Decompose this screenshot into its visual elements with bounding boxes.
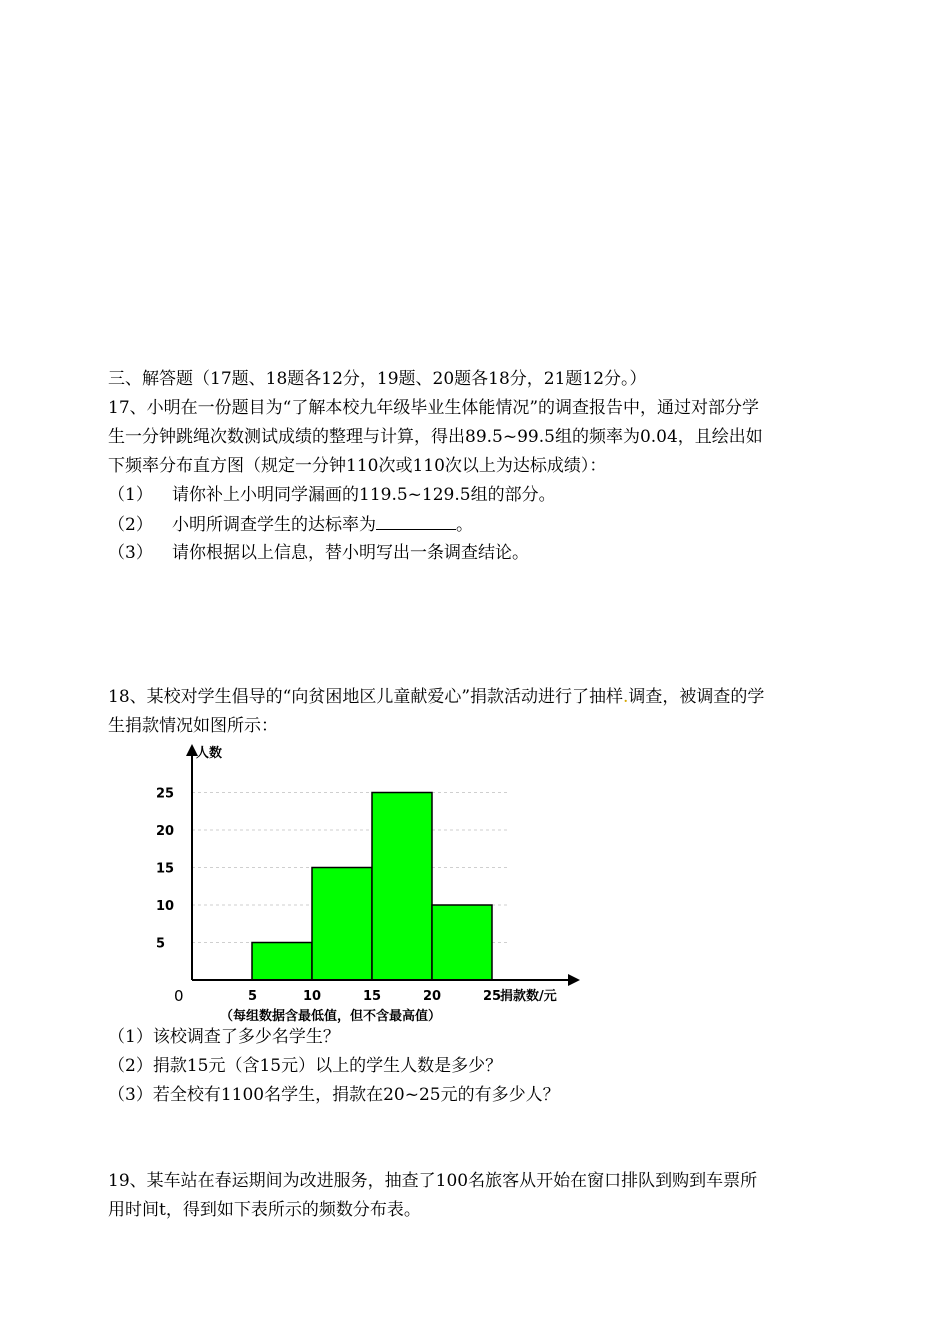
q19-line-1: 19、某车站在春运期间为改进服务，抽查了100名旅客从开始在窗口排队到购到车票所 [108, 1171, 758, 1191]
x-axis-arrow [568, 974, 580, 986]
x-tick-5: 5 [248, 989, 258, 1004]
y-tick-15: 15 [156, 861, 175, 877]
q17-part-1-text: 请你补上小明同学漏画的119.5~129.5组的部分。 [172, 485, 556, 505]
y-tick-25: 25 [156, 786, 175, 802]
q17-part-3 [108, 540, 529, 566]
q17-part-1-num: （1） [108, 485, 153, 505]
q17-part-2-num: （2） [108, 515, 153, 535]
section-heading: 三、解答题（17题、18题各12分，19题、20题各18分，21题12分。） [108, 369, 647, 389]
q17-line-1: 17、小明在一份题目为“了解本校九年级毕业生体能情况”的调查报告中，通过对部分学 [108, 398, 760, 418]
q17-part-2-suffix: 。 [456, 515, 473, 535]
y-tick-20: 20 [156, 824, 175, 839]
q17-part-3-num: （3） [108, 543, 153, 563]
q18-line-1a: 18、某校对学生倡导的“向贫困地区儿童献爱心”捐款活动进行了抽样 [108, 687, 624, 707]
answer-blank[interactable] [376, 511, 456, 530]
q17-part-3-text: 请你根据以上信息，替小明写出一条调查结论。 [172, 543, 529, 563]
q17-line-2: 生一分钟跳绳次数测试成绩的整理与计算，得出89.5~99.5组的频率为0.04，且绘出如 [108, 427, 763, 447]
origin-label: 0 [174, 987, 184, 1005]
q18-dot: . [623, 687, 629, 707]
q18-line-2: 生捐款情况如图所示： [108, 716, 278, 736]
bar-15-20 [372, 793, 432, 981]
q18-part-1: （1）该校调查了多少名学生？ [108, 1027, 340, 1047]
q19-line-2: 用时间t，得到如下表所示的频数分布表。 [108, 1200, 421, 1220]
x-tick-20: 20 [423, 989, 442, 1004]
y-axis-label: 人数 [196, 746, 223, 761]
x-tick-15: 15 [363, 989, 382, 1004]
donation-histogram [150, 740, 590, 1030]
q18-line-1 [108, 684, 764, 710]
q17-line-3: 下频率分布直方图（规定一分钟110次或110次以上为达标成绩）： [108, 456, 607, 476]
bar-5-10 [252, 943, 312, 981]
q18-line-1b: 调查，被调查的学 [628, 687, 765, 707]
y-tick-10: 10 [156, 899, 175, 914]
q17-part-2 [108, 511, 473, 538]
y-tick-5: 5 [156, 936, 166, 952]
x-axis-label: 捐款数/元 [500, 989, 557, 1004]
q18-part-3: （3）若全校有1100名学生，捐款在20~25元的有多少人？ [108, 1085, 560, 1105]
histogram-bars [252, 793, 492, 981]
bar-20-25 [432, 905, 492, 980]
bar-10-15 [312, 868, 372, 981]
q17-part-1 [108, 482, 556, 508]
q18-part-2: （2）捐款15元（含15元）以上的学生人数是多少？ [108, 1056, 503, 1076]
chart-note: （每组数据含最低值，但不含最高值） [220, 1009, 442, 1024]
x-tick-25: 25 [483, 989, 502, 1004]
q17-part-2-text: 小明所调查学生的达标率为 [172, 515, 376, 535]
x-tick-10: 10 [303, 989, 322, 1004]
